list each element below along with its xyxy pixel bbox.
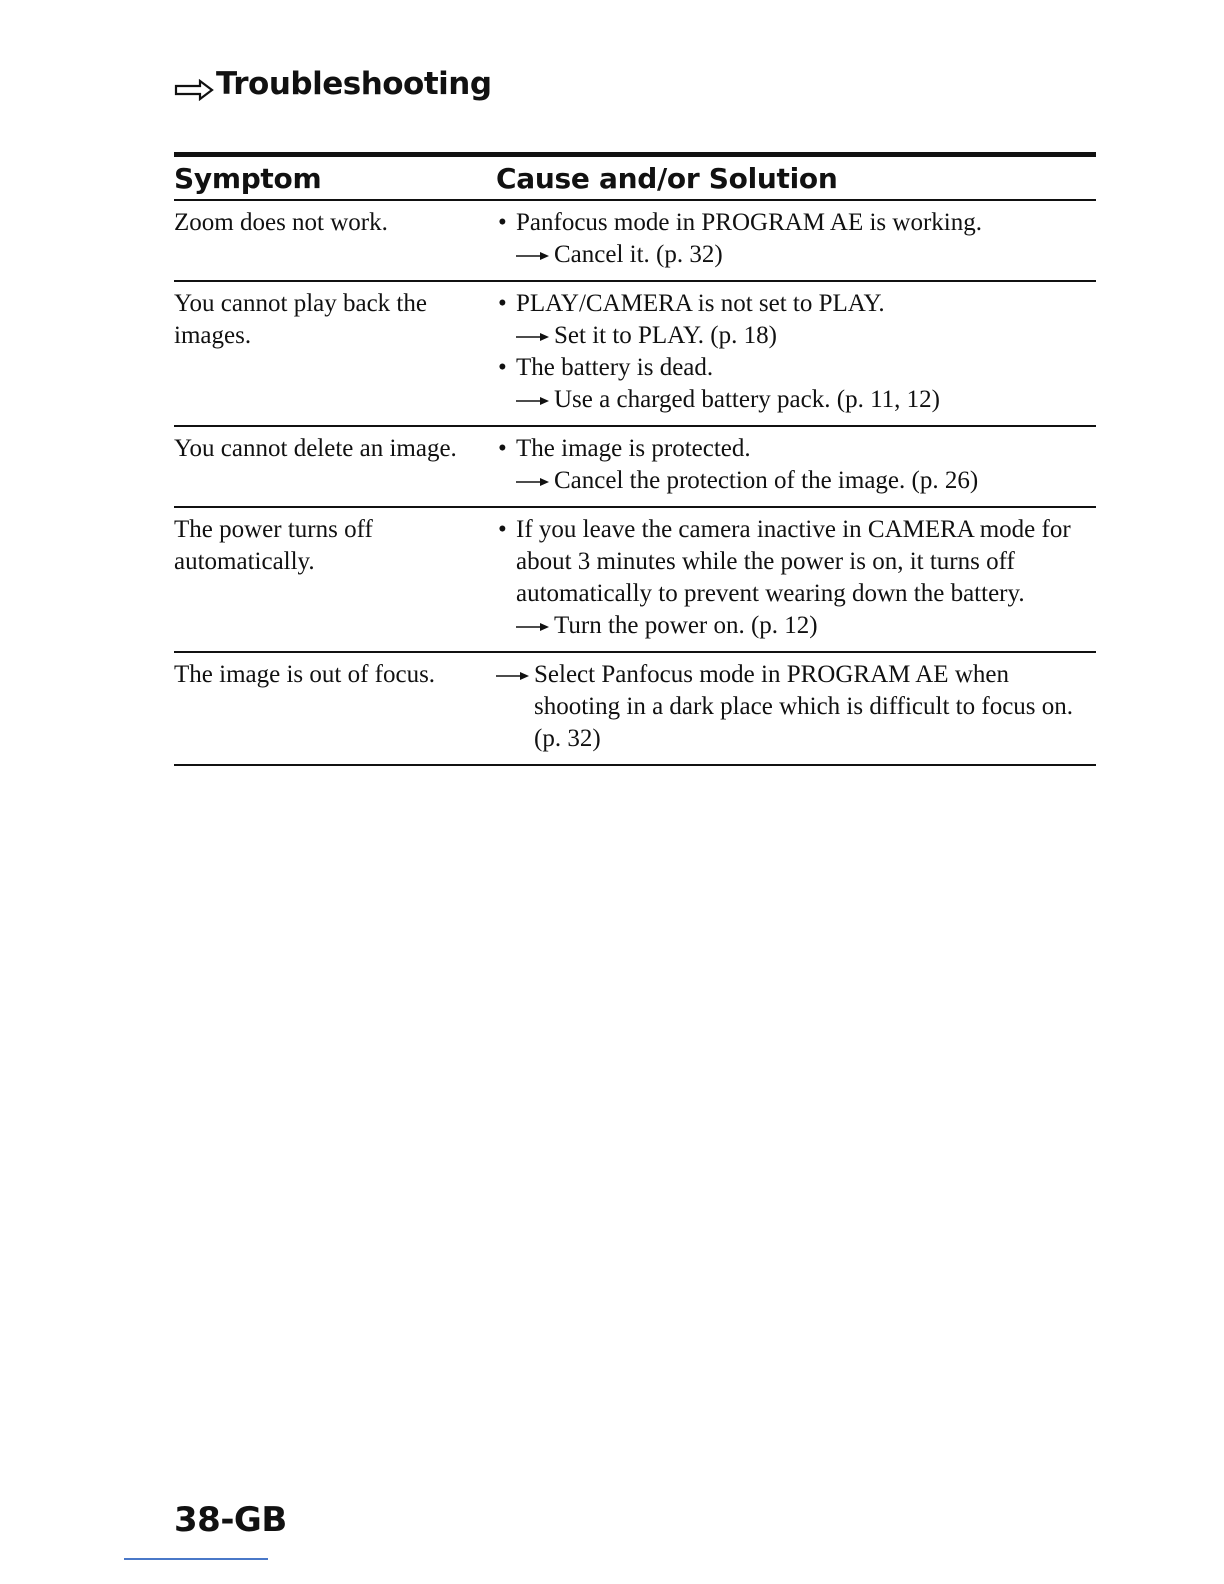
bullet-icon: • bbox=[498, 435, 507, 462]
cause-item bbox=[496, 514, 1096, 610]
section-heading bbox=[174, 64, 492, 104]
solution-item bbox=[496, 465, 1096, 497]
cause-item bbox=[496, 433, 1096, 465]
symptom-cell: You cannot play back the images. bbox=[174, 290, 427, 349]
cause-text: If you leave the camera inactive in CAMERA mode for about 3 minutes while the power is on, it turns off automatically to prevent wearing down the battery. bbox=[516, 516, 1071, 607]
solution-item bbox=[496, 239, 1096, 271]
cause-text: The battery is dead. bbox=[516, 354, 714, 381]
table-row bbox=[174, 508, 1096, 653]
solution-arrow-icon bbox=[516, 332, 550, 342]
solution-arrow-icon bbox=[516, 396, 550, 406]
table-header-row bbox=[174, 157, 1096, 201]
outline-arrow-icon bbox=[174, 73, 214, 95]
solution-text: Cancel it. (p. 32) bbox=[554, 241, 723, 268]
symptom-cell: Zoom does not work. bbox=[174, 209, 388, 236]
troubleshooting-table bbox=[174, 152, 1096, 766]
solution-arrow-icon bbox=[516, 477, 550, 487]
page-number: 38-GB bbox=[174, 1500, 287, 1540]
solution-text: Use a charged battery pack. (p. 11, 12) bbox=[554, 386, 940, 413]
solution-text: Set it to PLAY. (p. 18) bbox=[554, 322, 777, 349]
cause-cell bbox=[496, 207, 1096, 271]
cause-cell bbox=[496, 514, 1096, 642]
symptom-cell: You cannot delete an image. bbox=[174, 435, 457, 462]
cause-text: The image is protected. bbox=[516, 435, 751, 462]
table-row bbox=[174, 282, 1096, 427]
cause-item bbox=[496, 207, 1096, 239]
cause-text: PLAY/CAMERA is not set to PLAY. bbox=[516, 290, 885, 317]
page-title: Troubleshooting bbox=[216, 66, 492, 102]
solution-arrow-icon bbox=[496, 671, 530, 681]
cause-text: Panfocus mode in PROGRAM AE is working. bbox=[516, 209, 982, 236]
symptom-cell: The power turns off automatically. bbox=[174, 516, 373, 575]
symptom-cell: The image is out of focus. bbox=[174, 661, 436, 688]
solution-arrow-icon bbox=[516, 251, 550, 261]
bullet-icon: • bbox=[498, 290, 507, 317]
bottom-divider bbox=[124, 1558, 268, 1560]
cause-cell bbox=[496, 659, 1096, 755]
solution-text: Turn the power on. (p. 12) bbox=[554, 612, 818, 639]
table-row bbox=[174, 653, 1096, 766]
solution-text: Select Panfocus mode in PROGRAM AE when shooting in a dark place which is difficult to focus on. (p. 32) bbox=[534, 661, 1074, 752]
bullet-icon: • bbox=[498, 516, 507, 543]
table-row bbox=[174, 427, 1096, 508]
solution-text: Cancel the protection of the image. (p. 26) bbox=[554, 467, 979, 494]
bullet-icon: • bbox=[498, 354, 507, 381]
cause-column-header: Cause and/or Solution bbox=[496, 161, 838, 195]
solution-item bbox=[496, 320, 1096, 352]
symptom-column-header: Symptom bbox=[174, 161, 322, 195]
solution-item bbox=[496, 659, 1096, 755]
cause-cell bbox=[496, 433, 1096, 497]
cause-item bbox=[496, 288, 1096, 320]
bullet-icon: • bbox=[498, 209, 507, 236]
solution-item bbox=[496, 384, 1096, 416]
cause-item bbox=[496, 352, 1096, 384]
table-row bbox=[174, 201, 1096, 282]
solution-item bbox=[496, 610, 1096, 642]
solution-arrow-icon bbox=[516, 622, 550, 632]
cause-cell bbox=[496, 288, 1096, 416]
